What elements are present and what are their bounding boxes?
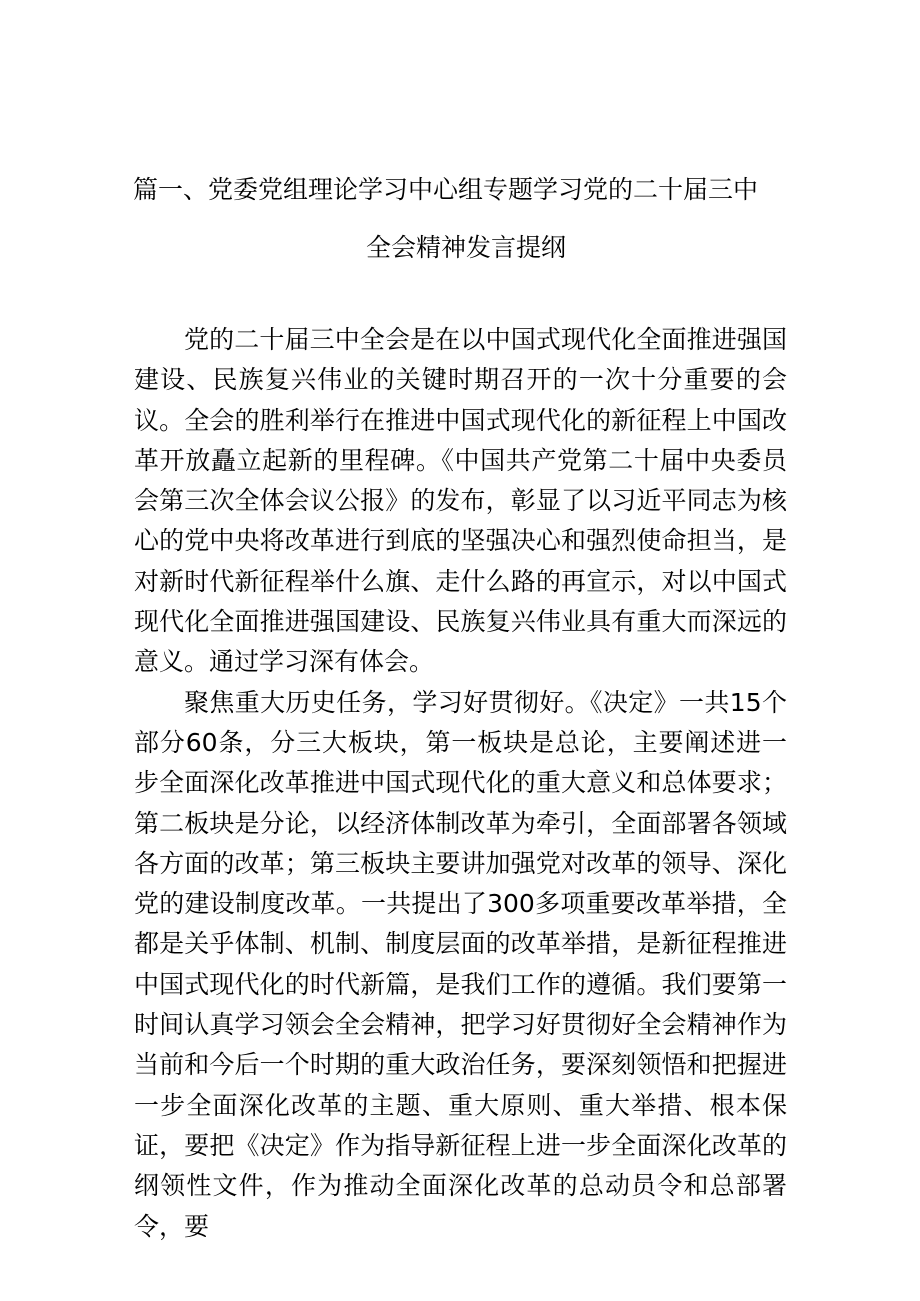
document-title-line-1: 篇一、党委党组理论学习中心组专题学习党的二十届三中 xyxy=(133,175,759,204)
body-paragraph-1: 党的二十届三中全会是在以中国式现代化全面推进强国建设、民族复兴伟业的关键时期召开的一次十分重要的会议。全会的胜利举行在推进中国式现代化的新征程上中国改革开放矗立起新的里程碑。《中国共产党第二十届中央委员会第三次全体会议公报》的发布，彰显了以习近平同志为核心的党中央将改革进行到底的坚强决心和强烈使命担当，是对新时代新征程举什么旗、走什么路的再宣示，对以中国式现代化全面推进强国建设、民族复兴伟业具有重大而深远的意义。通过学习深有体会。 xyxy=(134,325,787,677)
document-body xyxy=(134,320,787,1247)
body-paragraph-2: 聚焦重大历史任务，学习好贯彻好。《决定》一共15个部分60条，分三大板块，第一板块是总论，主要阐述进一步全面深化改革推进中国式现代化的重大意义和总体要求；第二板块是分论，以经济体制改革为牵引，全面部署各领域各方面的改革；第三板块主要讲加强党对改革的领导、深化党的建设制度改革。一共提出了300多项重要改革举措，全都是关乎体制、机制、制度层面的改革举措，是新征程推进中国式现代化的时代新篇，是我们工作的遵循。我们要第一时间认真学习领会全会精神，把学习好贯彻好全会精神作为当前和今后一个时期的重大政治任务，要深刻领悟和把握进一步全面深化改革的主题、重大原则、重大举措、根本保证，要把《决定》作为指导新征程上进一步全面深化改革的纲领性文件，作为推动全面深化改革的总动员令和总部署令，要 xyxy=(134,687,787,1241)
document-title-line-2: 全会精神发言提纲 xyxy=(366,233,567,262)
